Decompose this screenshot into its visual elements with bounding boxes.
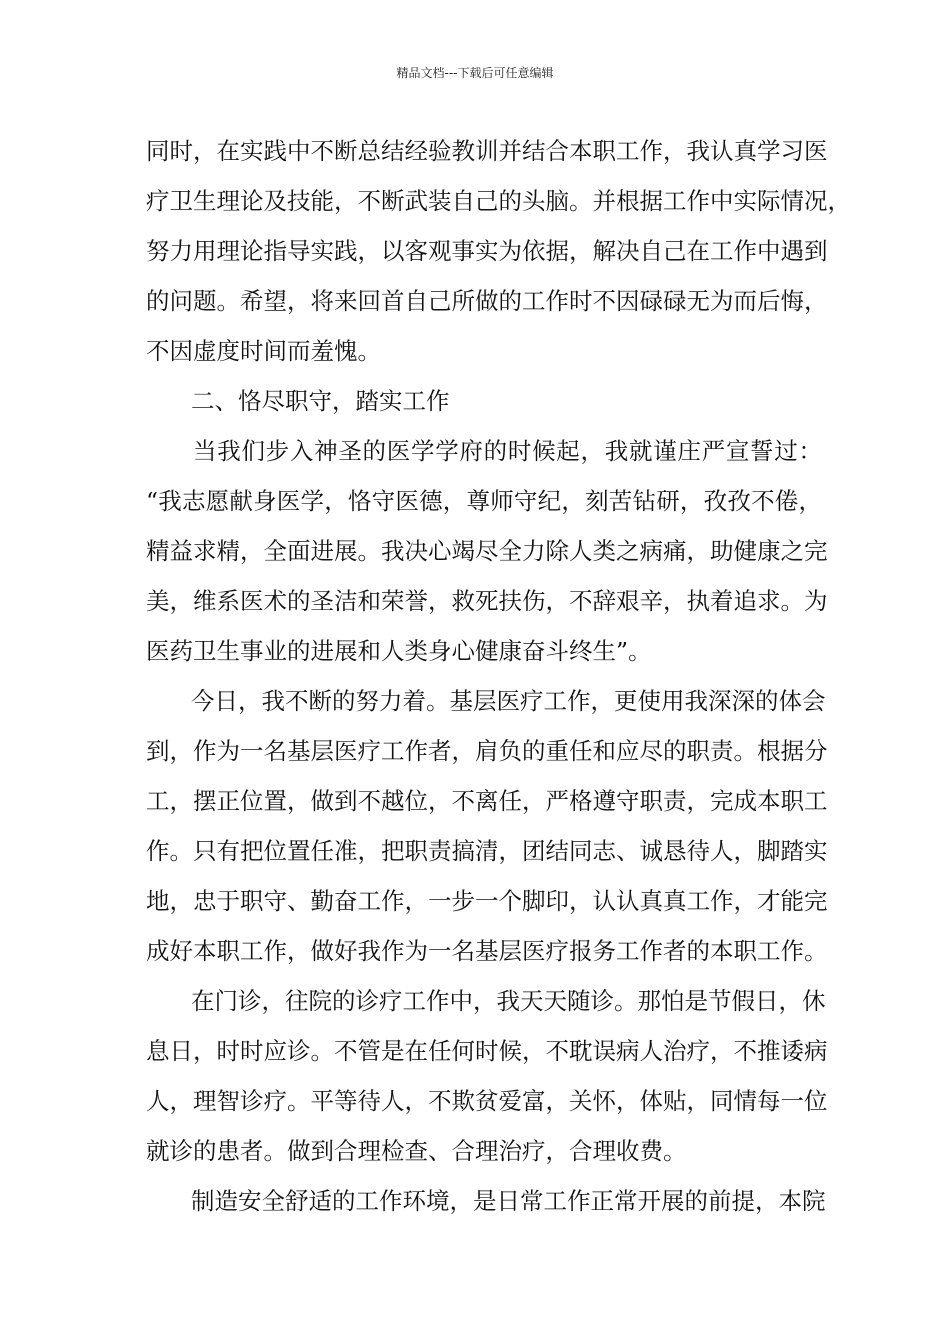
text-line: 不因虚度时间而羞愧。 (146, 337, 381, 365)
text-line: 同时，在实践中不断总结经验教训并结合本职工作，我认真学习医 (146, 137, 828, 165)
text-line: 人，理智诊疗。平等待人，不欺贫爱富，关怀，体贴，同情每一位 (146, 1087, 828, 1115)
page-header: 精品文档---下载后可任意编辑 (396, 66, 554, 80)
text-line: 到，作为一名基层医疗工作者，肩负的重任和应尽的职责。根据分 (146, 737, 828, 765)
text-line: 就诊的患者。做到合理检查、合理治疗，合理收费。 (146, 1137, 687, 1165)
text-line: 在门诊，往院的诊疗工作中，我天天随诊。那怕是节假日，休 (191, 987, 826, 1015)
text-line: 成好本职工作，做好我作为一名基层医疗报务工作者的本职工作。 (146, 937, 828, 965)
text-line: 息日，时时应诊。不管是在任何时候，不耽误病人治疗，不推诿病 (146, 1037, 828, 1065)
text-line: 美，维系医术的圣洁和荣誉，救死扶伤，不辞艰辛，执着追求。为 (146, 587, 828, 615)
text-line: 制造安全舒适的工作环境，是日常工作正常开展的前提，本院 (191, 1187, 826, 1215)
text-line: 当我们步入神圣的医学学府的时候起，我就谨庄严宣誓过： (193, 437, 822, 465)
document-body (146, 126, 851, 1226)
text-line: “我志愿献身医学，恪守医德，尊师守纪，刻苦钻研，孜孜不倦， (146, 487, 822, 515)
text-line: 努力用理论指导实践，以客观事实为依据，解决自己在工作中遇到 (146, 237, 828, 265)
section-heading: 二、恪尽职守，踏实工作 (191, 387, 450, 415)
text-line: 疗卫生理论及技能，不断武装自己的头脑。并根据工作中实际情况， (146, 187, 851, 215)
text-line: 工，摆正位置，做到不越位，不离任，严格遵守职责，完成本职工 (146, 787, 828, 815)
text-line: 的问题。希望，将来回首自己所做的工作时不因碌碌无为而后悔， (146, 287, 828, 315)
text-line: 精益求精，全面进展。我决心竭尽全力除人类之病痛，助健康之完 (146, 537, 828, 565)
text-line: 作。只有把位置任准，把职责搞清，团结同志、诚恳待人，脚踏实 (146, 837, 828, 865)
text-line: 今日，我不断的努力着。基层医疗工作，更使用我深深的体会 (191, 687, 826, 715)
text-line: 地，忠于职守、勤奋工作，一步一个脚印，认认真真工作，才能完 (146, 887, 828, 915)
text-line: 医药卫生事业的进展和人类身心健康奋斗终生”。 (146, 637, 652, 665)
